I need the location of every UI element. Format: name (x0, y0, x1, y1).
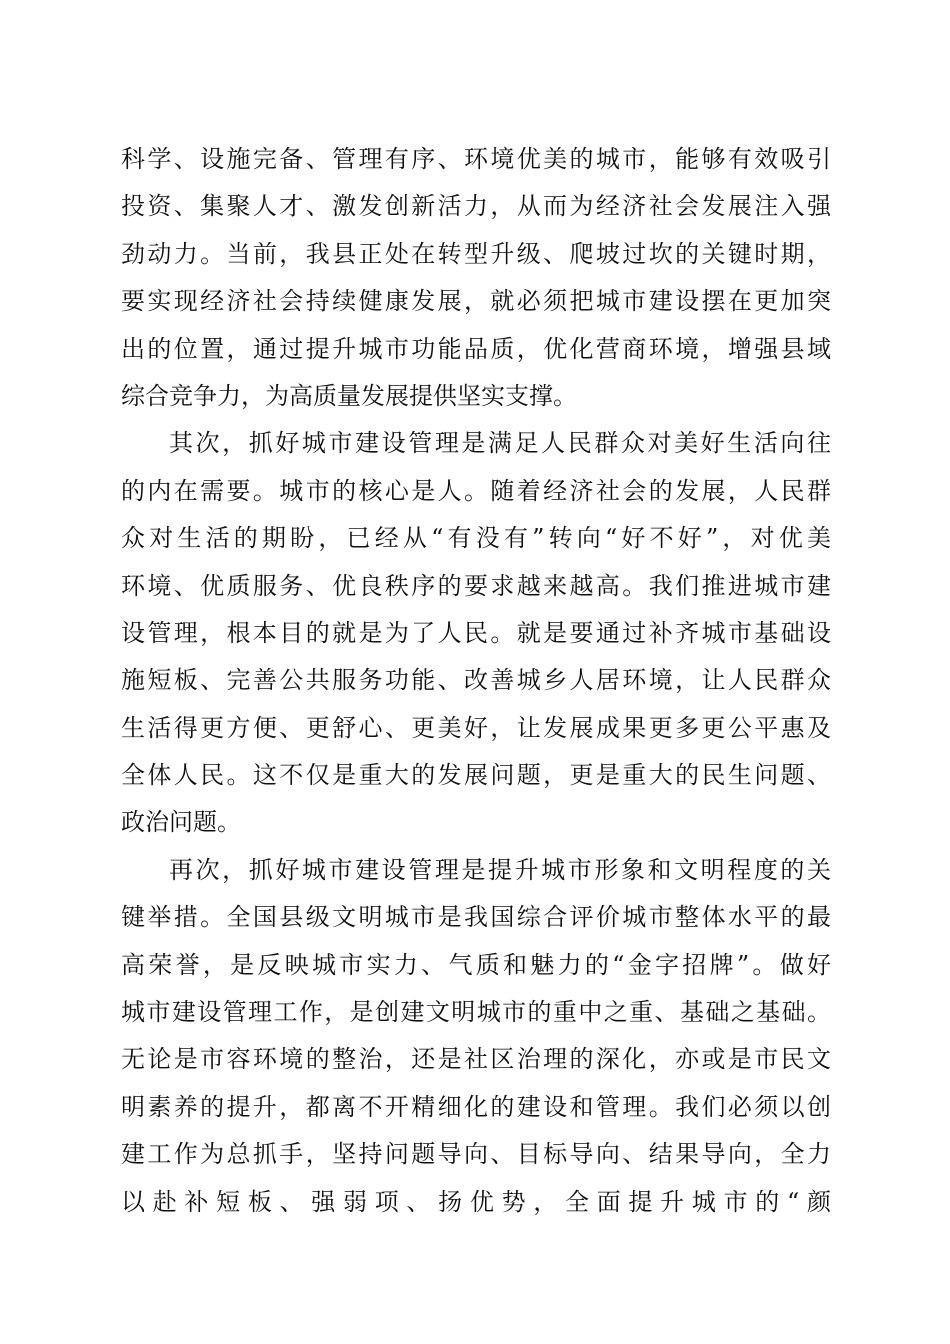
text-line: 劲动力。当前，我县正处在转型升级、爬坡过坎的关键时期， (121, 239, 831, 268)
text-line: 要实现经济社会持续健康发展，就必须把城市建设摆在更加突 (121, 287, 831, 316)
text-line: 综合竞争力，为高质量发展提供坚实支撑。 (121, 381, 577, 410)
text-line: 设管理，根本目的就是为了人民。就是要通过补齐城市基础设 (121, 618, 831, 647)
text-line: 众对生活的期盼，已经从“有没有”转向“好不好”，对优美 (121, 524, 831, 553)
text-line: 键举措。全国县级文明城市是我国综合评价城市整体水平的最 (121, 903, 831, 932)
text-line: 全体人民。这不仅是重大的发展问题，更是重大的民生问题、 (121, 761, 831, 790)
text-line: 高荣誉，是反映城市实力、气质和魅力的“金字招牌”。做好 (121, 950, 831, 979)
text-line: 无论是市容环境的整治，还是社区治理的深化，亦或是市民文 (121, 1045, 831, 1074)
text-line: 生活得更方便、更舒心、更美好，让发展成果更多更公平惠及 (121, 713, 831, 742)
paragraph-3 (121, 847, 831, 1226)
paragraph-2 (121, 420, 831, 847)
text-line: 政治问题。 (121, 808, 241, 837)
text-line: 环境、优质服务、优良秩序的要求越来越高。我们推进城市建 (121, 571, 831, 600)
text-line: 城市建设管理工作，是创建文明城市的重中之重、基础之基础。 (121, 998, 831, 1027)
paragraph-1 (121, 136, 831, 420)
text-line: 再次，抓好城市建设管理是提升城市形象和文明程度的关 (169, 855, 831, 884)
text-line: 科学、设施完备、管理有序、环境优美的城市，能够有效吸引 (121, 145, 831, 173)
text-line: 明素养的提升，都离不开精细化的建设和管理。我们必须以创 (121, 1092, 831, 1121)
text-line: 的内在需要。城市的核心是人。随着经济社会的发展，人民群 (121, 476, 831, 505)
text-line: 建工作为总抓手，坚持问题导向、目标导向、结果导向，全力 (121, 1140, 831, 1169)
text-line: 投资、集聚人才、激发创新活力，从而为经济社会发展注入强 (121, 192, 831, 221)
body-text (121, 136, 831, 1226)
text-line: 以赴补短板、强弱项、扬优势，全面提升城市的“颜 (121, 1187, 831, 1216)
text-line: 出的位置，通过提升城市功能品质，优化营商环境，增强县域 (121, 334, 831, 363)
text-line: 施短板、完善公共服务功能、改善城乡人居环境，让人民群众 (121, 666, 831, 695)
text-line: 其次，抓好城市建设管理是满足人民群众对美好生活向往 (169, 429, 831, 458)
